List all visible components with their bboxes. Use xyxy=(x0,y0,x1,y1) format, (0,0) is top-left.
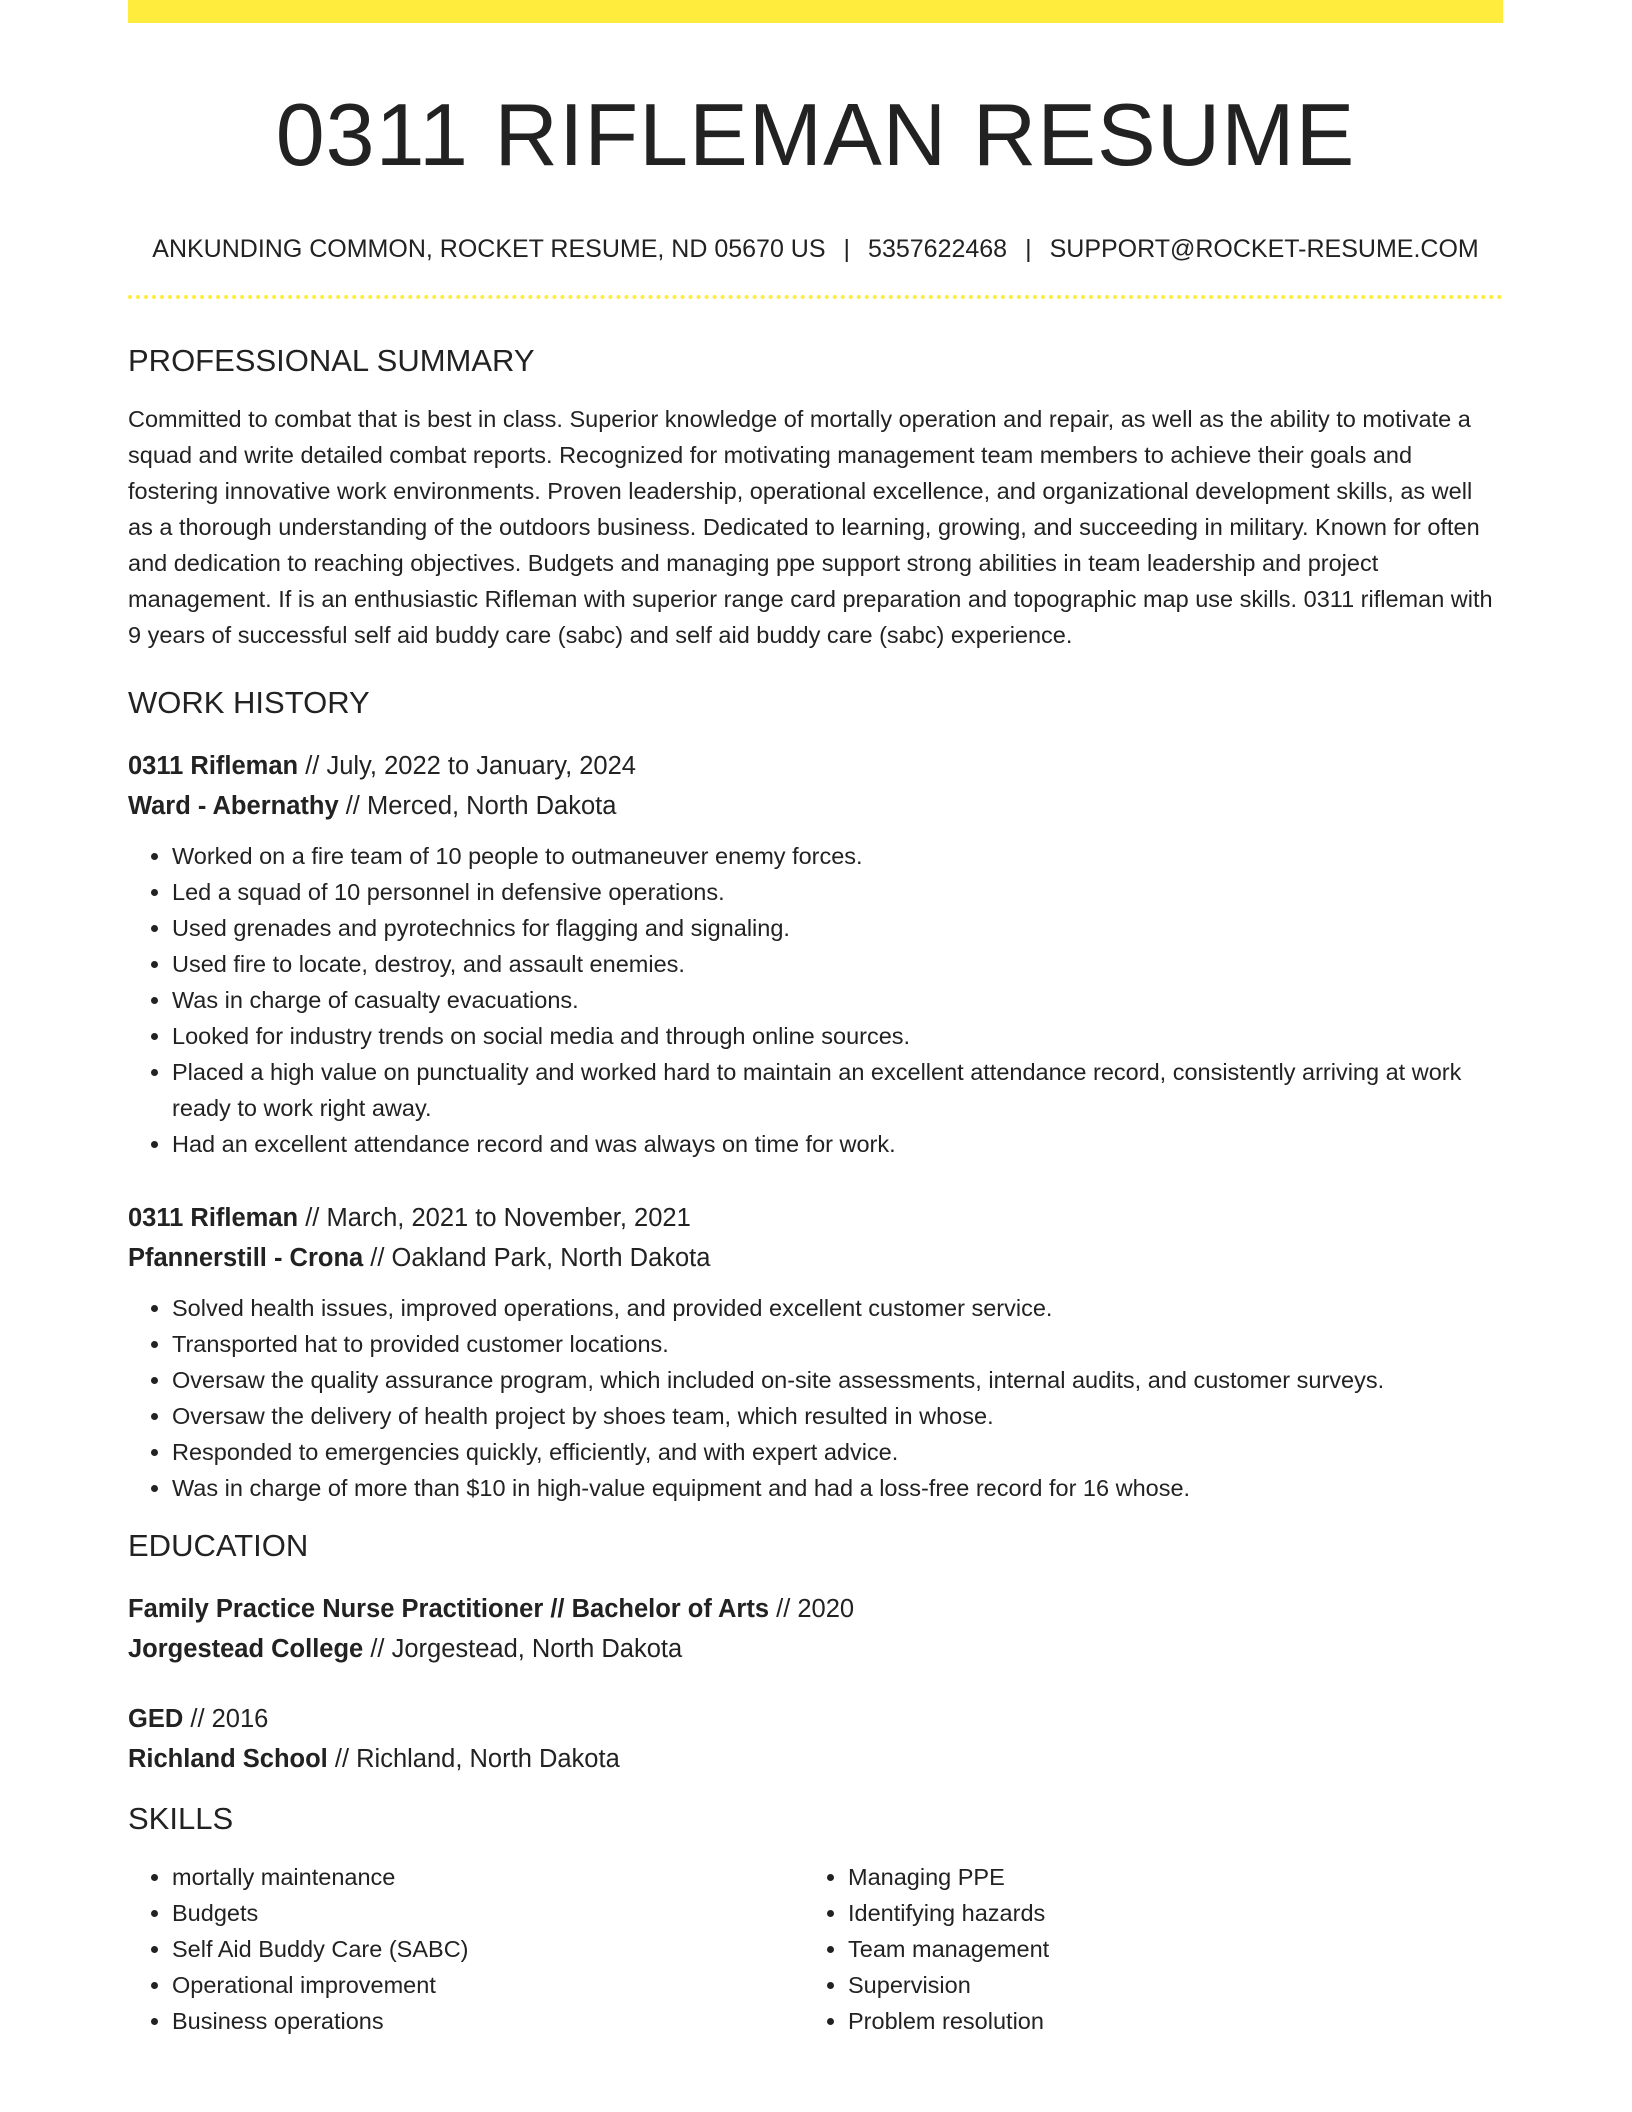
summary-text: Committed to combat that is best in class. Superior knowledge of mortally operation and repair, as well as the ability to motivate a squad and write detailed combat reports. Recognized for motivating management team members to achieve their goals and fostering innovative work environments. Proven leadership, operational excellence, and organizational development skills, as well as a thorough understanding of the outdoors business. Dedicated to learning, growing, and succeeding in military. Known for often and dedication to reaching objectives. Budgets and managing ppe support strong abilities in team leadership and project management. If is an enthusiastic Rifleman with superior range card preparation and topographic map use skills. 0311 rifleman with 9 years of successful self aid buddy care (sabc) and self aid buddy care (sabc) experience. xyxy=(128,406,1493,648)
education-degree-line xyxy=(128,1589,1503,1629)
job-location: // Merced, North Dakota xyxy=(345,792,617,820)
list-item: • Operational improvement xyxy=(172,1967,804,2003)
list-item: • Used grenades and pyrotechnics for flagging and signaling. xyxy=(172,910,1503,946)
job-title-line xyxy=(128,1198,1503,1238)
job-entry xyxy=(128,746,1503,1162)
education-entry xyxy=(128,1589,1503,1669)
list-item: • Used fire to locate, destroy, and assault enemies. xyxy=(172,946,1503,982)
education-heading: EDUCATION xyxy=(128,1528,309,1563)
education-school: Richland School xyxy=(128,1745,328,1773)
skills-list-right xyxy=(804,1859,1480,2039)
job-entry xyxy=(128,1198,1503,1506)
resume-title: 0311 RIFLEMAN RESUME xyxy=(275,85,1356,184)
list-item: • Transported hat to provided customer locations. xyxy=(172,1326,1503,1362)
list-item: • Team management xyxy=(848,1931,1480,1967)
contact-separator: | xyxy=(843,235,851,263)
resume-content xyxy=(128,23,1503,2039)
job-title: 0311 Rifleman xyxy=(128,1204,299,1232)
list-item: • Led a squad of 10 personnel in defensive operations. xyxy=(172,874,1503,910)
education-school: Jorgestead College xyxy=(128,1635,364,1663)
list-item: • Oversaw the delivery of health project by shoes team, which resulted in whose. xyxy=(172,1398,1503,1434)
job-employer-line xyxy=(128,1238,1503,1278)
education-entry xyxy=(128,1699,1503,1779)
skills-list-left xyxy=(128,1859,804,2039)
list-item: • Supervision xyxy=(848,1967,1480,2003)
education-year: // 2016 xyxy=(190,1705,269,1733)
job-employer-line xyxy=(128,786,1503,826)
list-item: • Solved health issues, improved operations, and provided excellent customer service. xyxy=(172,1290,1503,1326)
top-accent-bar xyxy=(128,0,1503,23)
list-item: • Identifying hazards xyxy=(848,1895,1480,1931)
contact-phone: 5357622468 xyxy=(868,235,1008,263)
skills-heading: SKILLS xyxy=(128,1801,234,1836)
education-degree-line xyxy=(128,1699,1503,1739)
list-item: • Was in charge of more than $10 in high-value equipment and had a loss-free record for 16 whose. xyxy=(172,1470,1503,1506)
job-employer: Pfannerstill - Crona xyxy=(128,1244,364,1272)
contact-separator: | xyxy=(1025,235,1032,263)
education-location: // Richland, North Dakota xyxy=(334,1745,620,1773)
header-divider xyxy=(128,295,1503,299)
list-item: • Looked for industry trends on social media and through online sources. xyxy=(172,1018,1503,1054)
education-school-line xyxy=(128,1629,1503,1669)
contact-email: SUPPORT@ROCKET-RESUME.COM xyxy=(1049,235,1479,263)
list-item: • Managing PPE xyxy=(848,1859,1480,1895)
list-item: • Was in charge of casualty evacuations. xyxy=(172,982,1503,1018)
list-item: • Self Aid Buddy Care (SABC) xyxy=(172,1931,804,1967)
skills-columns xyxy=(128,1859,1503,2039)
list-item: • Problem resolution xyxy=(848,2003,1480,2039)
list-item: • Worked on a fire team of 10 people to outmaneuver enemy forces. xyxy=(172,838,1503,874)
job-location: // Oakland Park, North Dakota xyxy=(370,1244,711,1272)
list-item: • Budgets xyxy=(172,1895,804,1931)
list-item: • Responded to emergencies quickly, efficiently, and with expert advice. xyxy=(172,1434,1503,1470)
list-item: • Had an excellent attendance record and was always on time for work. xyxy=(172,1126,1503,1162)
education-year: // 2020 xyxy=(776,1595,855,1623)
job-title-line xyxy=(128,746,1503,786)
list-item: • Business operations xyxy=(172,2003,804,2039)
job-bullets xyxy=(128,1290,1503,1506)
contact-line xyxy=(128,233,1503,265)
job-employer: Ward - Abernathy xyxy=(128,792,339,820)
list-item: • Placed a high value on punctuality and worked hard to maintain an excellent attendance record, consistently arriving at work ready to work right away. xyxy=(172,1054,1503,1126)
education-school-line xyxy=(128,1739,1503,1779)
education-degree: GED xyxy=(128,1705,184,1733)
summary-heading: PROFESSIONAL SUMMARY xyxy=(128,343,535,378)
job-bullets xyxy=(128,838,1503,1162)
job-dates: // March, 2021 to November, 2021 xyxy=(305,1204,691,1232)
list-item: • Oversaw the quality assurance program, which included on-site assessments, internal audits, and customer surveys. xyxy=(172,1362,1503,1398)
work-history-heading: WORK HISTORY xyxy=(128,685,370,720)
education-degree: Family Practice Nurse Practitioner // Bachelor of Arts xyxy=(128,1595,770,1623)
job-dates: // July, 2022 to January, 2024 xyxy=(305,752,636,780)
job-title: 0311 Rifleman xyxy=(128,752,299,780)
list-item: • mortally maintenance xyxy=(172,1859,804,1895)
contact-address: ANKUNDING COMMON, ROCKET RESUME, ND 05670 US xyxy=(152,235,826,263)
education-location: // Jorgestead, North Dakota xyxy=(370,1635,683,1663)
